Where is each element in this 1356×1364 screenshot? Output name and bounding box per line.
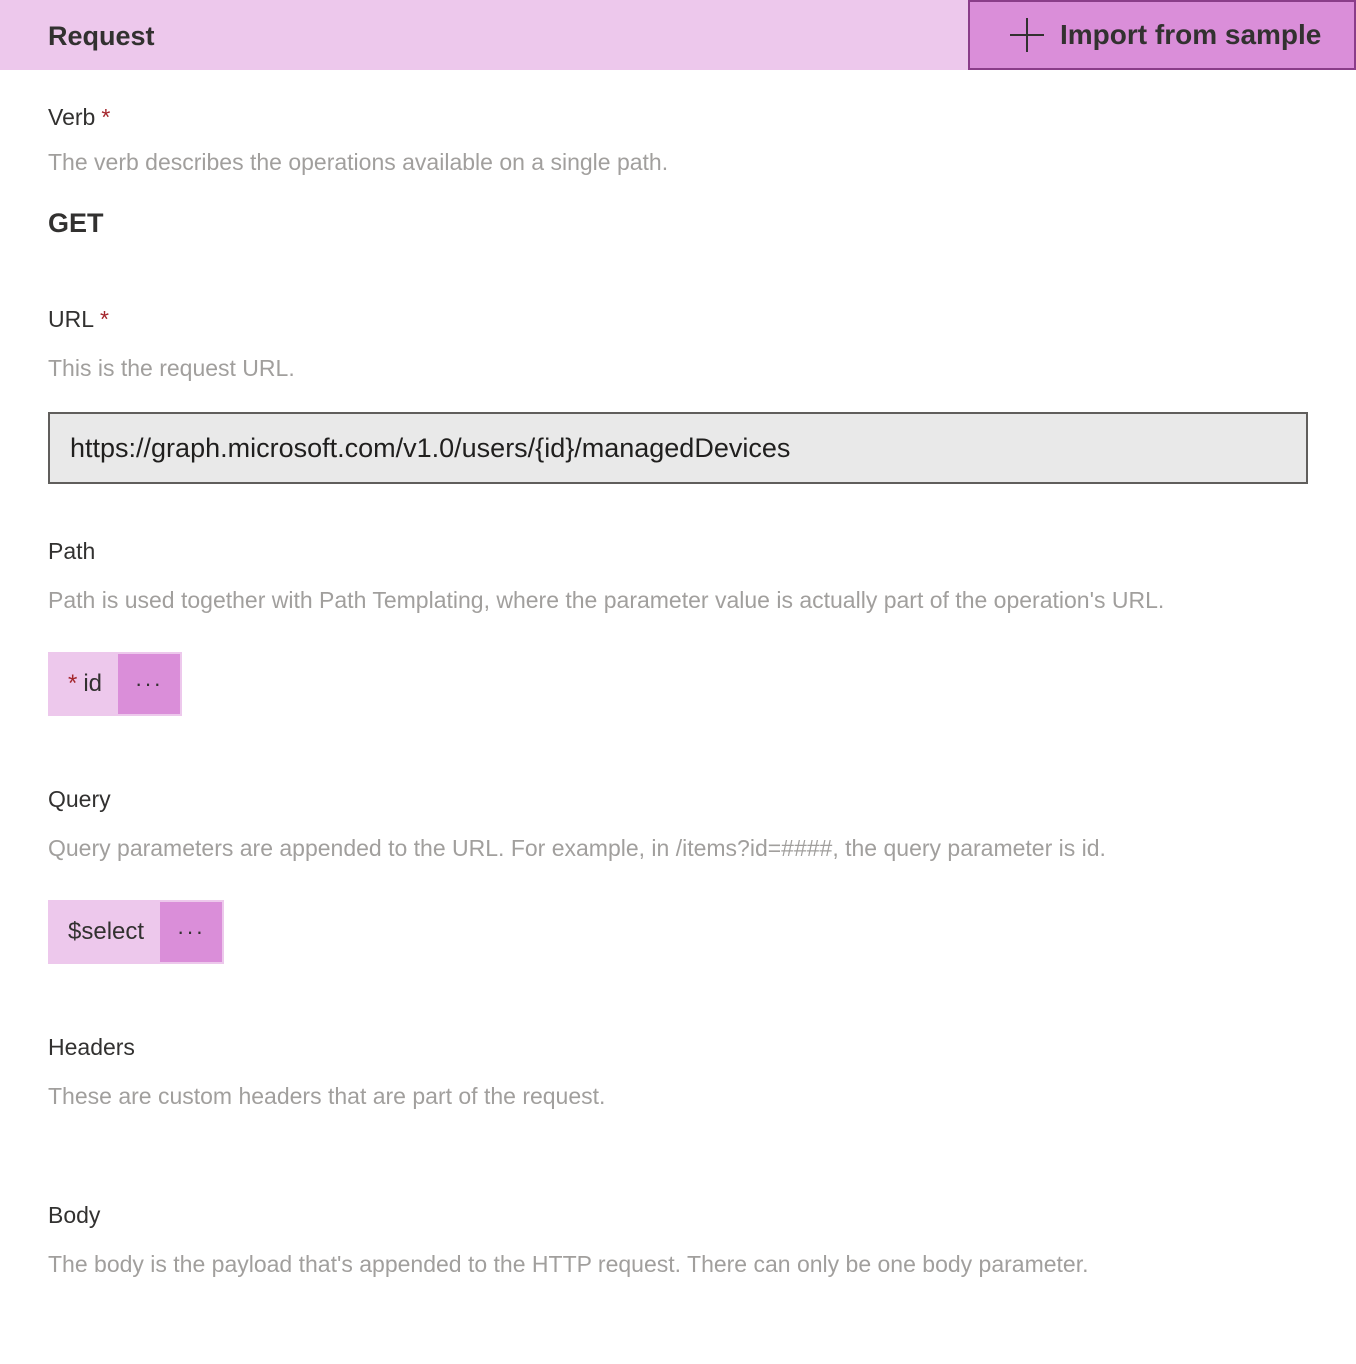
body-label: Body [48,1202,101,1228]
required-marker: * [101,104,111,130]
request-header [0,0,1356,70]
more-options-icon[interactable]: ··· [160,902,222,962]
path-param-label[interactable] [50,654,118,714]
query-param-label[interactable] [50,902,160,962]
query-description: Query parameters are appended to the URL. For example, in /items?id=####, the query parameter is id. [48,835,1106,861]
verb-description: The verb describes the operations available on a single path. [48,149,669,175]
query-label: Query [48,786,111,812]
headers-description: These are custom headers that are part of the request. [48,1083,606,1109]
import-from-sample-button[interactable] [968,0,1356,70]
url-input[interactable]: https://graph.microsoft.com/v1.0/users/{id}/managedDevices [48,412,1308,484]
verb-label: Verb * [48,104,111,130]
required-marker: * [100,306,109,332]
plus-icon [1010,18,1044,52]
url-label: URL * [48,306,109,332]
body-description: The body is the payload that's appended to the HTTP request. There can only be one body parameter. [48,1251,1089,1277]
import-button-label: Import from sample [1060,19,1322,50]
section-title: Request [48,21,155,51]
path-description: Path is used together with Path Templating, where the parameter value is actually part of the operation's URL. [48,587,1165,613]
path-param-chip[interactable] [48,652,182,716]
path-param-name: id [83,670,103,697]
url-description: This is the request URL. [48,355,295,381]
query-param-name: $select [68,918,145,945]
verb-value: GET [48,208,104,238]
query-param-chip[interactable] [48,900,224,964]
more-options-icon[interactable]: ··· [118,654,180,714]
path-label: Path [48,538,96,564]
headers-label: Headers [48,1034,135,1060]
required-marker: * [68,670,78,697]
